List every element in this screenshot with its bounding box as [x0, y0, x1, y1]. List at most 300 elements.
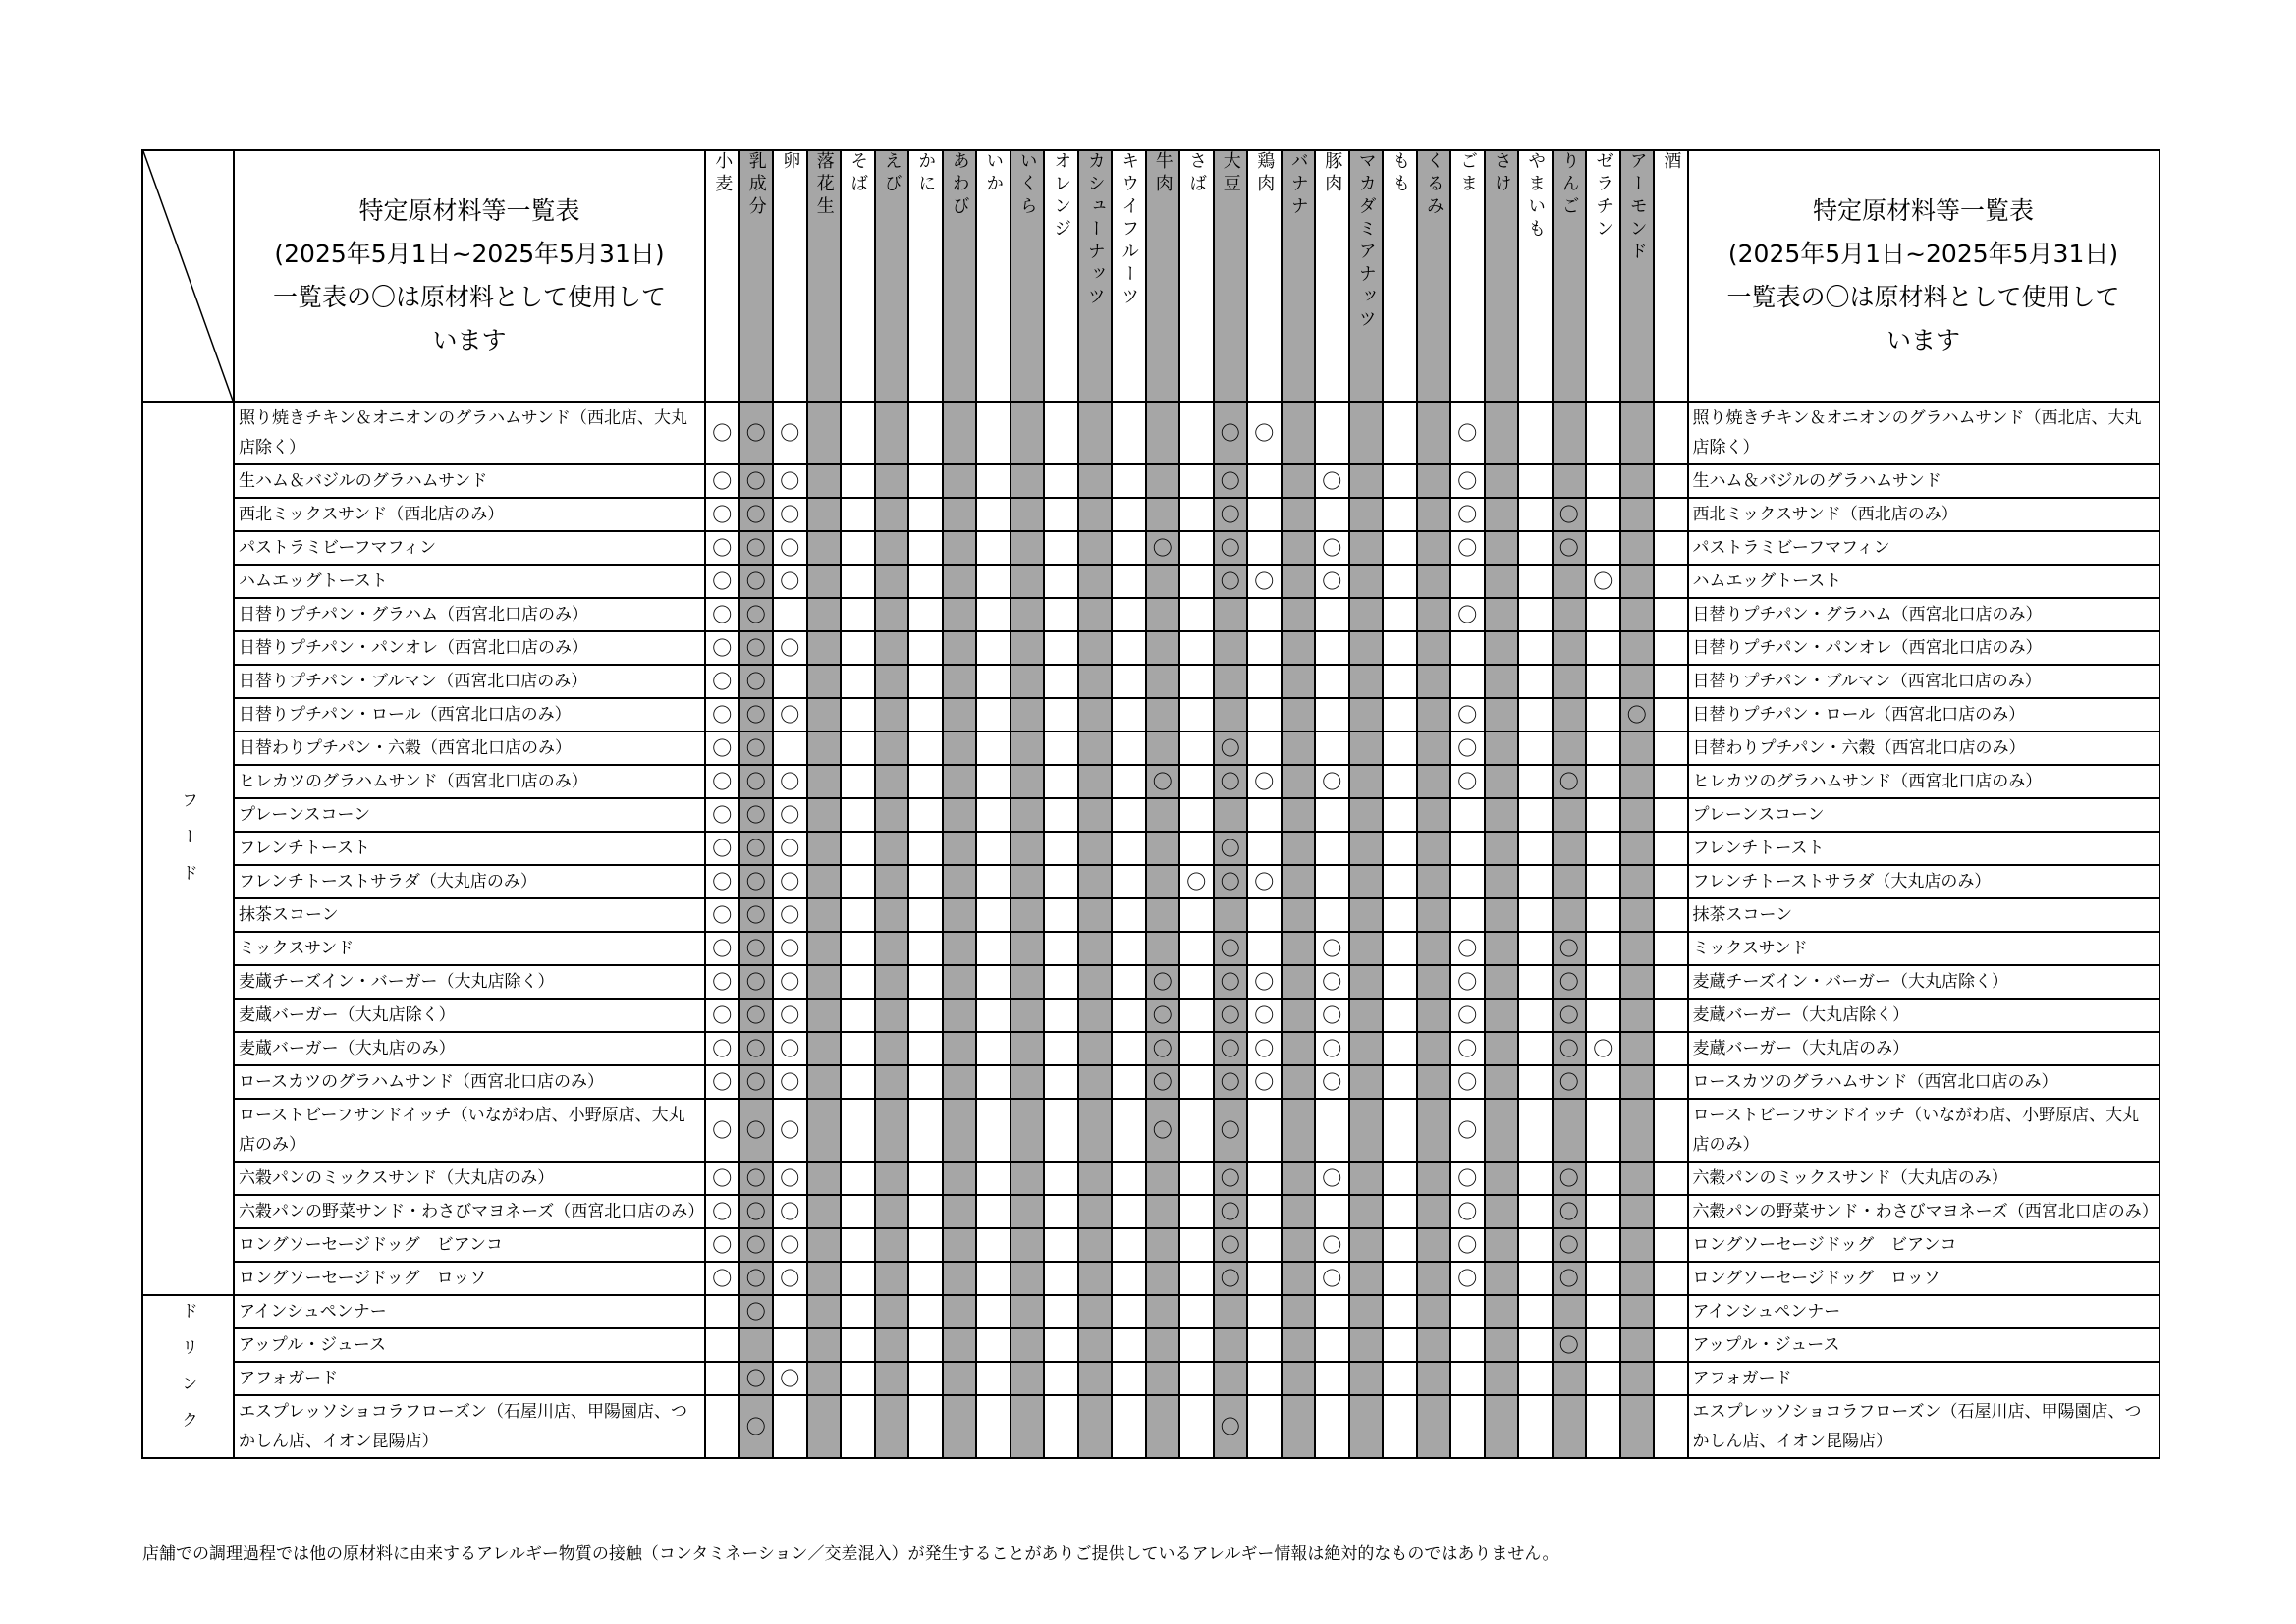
allergen-cell — [1485, 598, 1519, 631]
allergen-cell — [1450, 631, 1485, 665]
allergen-mark: 〇 — [705, 765, 739, 798]
allergen-header — [1586, 150, 1620, 402]
allergen-cell — [943, 898, 977, 932]
allergen-cell — [1282, 865, 1316, 898]
table-row — [142, 1295, 2159, 1328]
allergen-cell — [1383, 1395, 1417, 1458]
allergen-cell — [841, 1395, 875, 1458]
title-line: 一覧表の〇は原材料として使用して — [272, 283, 666, 311]
allergen-cell — [1485, 402, 1519, 464]
item-name-right: 日替りプチパン・グラハム（西宮北口店のみ） — [1688, 598, 2159, 631]
allergen-cell — [1383, 999, 1417, 1032]
diagonal-line — [143, 151, 233, 401]
allergen-cell — [1654, 631, 1688, 665]
allergen-cell — [908, 698, 943, 731]
allergen-mark: 〇 — [739, 531, 774, 565]
allergen-cell — [1044, 402, 1078, 464]
item-name: 六穀パンのミックスサンド（大丸店のみ） — [234, 1162, 705, 1195]
allergen-cell — [1383, 1032, 1417, 1065]
allergen-mark: 〇 — [1553, 1228, 1587, 1262]
allergen-cell — [908, 1065, 943, 1099]
allergen-cell — [807, 1162, 842, 1195]
allergen-mark: 〇 — [1315, 464, 1349, 498]
allergen-cell — [1315, 798, 1349, 832]
allergen-cell — [1518, 598, 1553, 631]
allergen-cell — [841, 932, 875, 965]
allergen-cell — [875, 598, 909, 631]
table-row — [142, 1195, 2159, 1228]
allergen-cell — [943, 498, 977, 531]
allergen-cell — [1044, 565, 1078, 598]
item-name-right: ロングソーセージドッグ ロッソ — [1688, 1262, 2159, 1295]
table-row — [142, 1162, 2159, 1195]
table-row — [142, 1262, 2159, 1295]
allergen-cell — [1485, 865, 1519, 898]
allergen-cell — [1349, 1162, 1384, 1195]
allergen-cell — [1586, 1295, 1620, 1328]
allergen-mark: 〇 — [739, 898, 774, 932]
allergen-mark: 〇 — [1214, 464, 1248, 498]
allergen-cell — [1586, 1162, 1620, 1195]
allergen-cell — [1586, 598, 1620, 631]
item-name-right: ロングソーセージドッグ ビアンコ — [1688, 1228, 2159, 1262]
allergen-cell — [1654, 1328, 1688, 1362]
allergen-cell — [1044, 1395, 1078, 1458]
allergen-mark: 〇 — [1450, 1195, 1485, 1228]
footnote: 店舗での調理過程では他の原材料に由来するアレルギー物質の接触（コンタミネーション／交差混入）が発生することがありご提供しているアレルギー情報は絶対的なものではありません。 — [142, 1544, 1559, 1564]
allergen-mark: 〇 — [1450, 1228, 1485, 1262]
allergen-cell — [1383, 1362, 1417, 1395]
allergen-cell — [1044, 1099, 1078, 1162]
allergen-cell — [1112, 665, 1146, 698]
allergen-header — [705, 150, 739, 402]
item-name: ロングソーセージドッグ ロッソ — [234, 1262, 705, 1295]
allergen-mark: 〇 — [1450, 1032, 1485, 1065]
allergen-cell — [1315, 832, 1349, 865]
allergen-cell — [1282, 798, 1316, 832]
allergen-cell — [1146, 898, 1180, 932]
allergen-mark: 〇 — [739, 1032, 774, 1065]
allergen-cell — [875, 932, 909, 965]
allergen-cell — [1586, 531, 1620, 565]
item-name-right: エスプレッソショコラフローズン（石屋川店、甲陽園店、つかしん店、イオン昆陽店） — [1688, 1395, 2159, 1458]
allergen-cell — [943, 1328, 977, 1362]
allergen-cell — [1179, 1328, 1214, 1362]
allergen-cell — [1654, 965, 1688, 999]
allergen-cell — [1620, 464, 1655, 498]
allergen-cell — [976, 1328, 1011, 1362]
allergen-cell — [841, 464, 875, 498]
allergen-mark: 〇 — [1553, 999, 1587, 1032]
allergen-cell — [807, 531, 842, 565]
allergen-cell — [1247, 498, 1282, 531]
allergen-cell — [1078, 932, 1113, 965]
allergen-cell — [1485, 965, 1519, 999]
allergen-cell — [807, 698, 842, 731]
allergen-cell — [908, 464, 943, 498]
allergen-cell — [1654, 1065, 1688, 1099]
item-name-right: フレンチトーストサラダ（大丸店のみ） — [1688, 865, 2159, 898]
allergen-cell — [1383, 1295, 1417, 1328]
allergen-cell — [1146, 1295, 1180, 1328]
allergen-cell — [1383, 498, 1417, 531]
allergen-cell — [1518, 965, 1553, 999]
allergen-cell — [1179, 1395, 1214, 1458]
allergen-cell — [1011, 698, 1045, 731]
allergen-mark: 〇 — [1553, 965, 1587, 999]
allergen-cell — [976, 731, 1011, 765]
allergen-header — [1450, 150, 1485, 402]
allergen-cell — [908, 1295, 943, 1328]
allergen-cell — [807, 631, 842, 665]
title-line: 特定原材料等一覧表 — [1812, 196, 2034, 225]
allergen-mark: 〇 — [1450, 402, 1485, 464]
allergen-cell — [1112, 698, 1146, 731]
allergen-cell — [1586, 1362, 1620, 1395]
allergen-mark: 〇 — [705, 898, 739, 932]
allergen-label: あわび — [949, 151, 970, 219]
allergen-cell — [1485, 464, 1519, 498]
allergen-cell — [943, 665, 977, 698]
allergen-mark: 〇 — [773, 798, 807, 832]
allergen-cell — [807, 1099, 842, 1162]
allergen-cell — [875, 731, 909, 765]
title-line: (2025年5月1日~2025年5月31日) — [274, 240, 665, 268]
allergen-cell — [841, 1162, 875, 1195]
allergen-cell — [1315, 1295, 1349, 1328]
allergen-cell — [1112, 1032, 1146, 1065]
allergen-cell — [976, 865, 1011, 898]
item-name: ミックスサンド — [234, 932, 705, 965]
allergen-mark: 〇 — [1214, 865, 1248, 898]
allergen-mark: 〇 — [1450, 1162, 1485, 1195]
allergen-mark: 〇 — [1315, 1032, 1349, 1065]
table-row — [142, 631, 2159, 665]
allergen-mark: 〇 — [773, 1262, 807, 1295]
allergen-cell — [1518, 932, 1553, 965]
allergen-cell — [1417, 965, 1451, 999]
allergen-cell — [1417, 1295, 1451, 1328]
allergen-mark: 〇 — [1553, 1262, 1587, 1295]
item-name: エスプレッソショコラフローズン（石屋川店、甲陽園店、つかしん店、イオン昆陽店） — [234, 1395, 705, 1458]
allergen-cell — [1146, 798, 1180, 832]
allergen-cell — [1044, 1032, 1078, 1065]
allergen-mark: 〇 — [705, 1195, 739, 1228]
allergen-cell — [773, 1295, 807, 1328]
item-name: 麦蔵バーガー（大丸店除く） — [234, 999, 705, 1032]
allergen-cell — [943, 1395, 977, 1458]
allergen-cell — [1620, 1162, 1655, 1195]
allergen-cell — [1518, 1262, 1553, 1295]
category-label: ドリンク — [178, 1301, 197, 1447]
allergen-mark: 〇 — [739, 1162, 774, 1195]
allergen-cell — [1620, 1328, 1655, 1362]
allergen-cell — [908, 631, 943, 665]
allergen-cell — [1654, 598, 1688, 631]
allergen-mark: 〇 — [1214, 1099, 1248, 1162]
allergen-cell — [1349, 731, 1384, 765]
allergen-cell — [1518, 731, 1553, 765]
allergen-cell — [1417, 565, 1451, 598]
allergen-cell — [1485, 932, 1519, 965]
allergen-cell — [1620, 965, 1655, 999]
allergen-cell — [1485, 1032, 1519, 1065]
allergen-cell — [1044, 1228, 1078, 1262]
allergen-cell — [1011, 731, 1045, 765]
category-cell — [142, 1295, 234, 1458]
allergen-cell — [1383, 832, 1417, 865]
allergen-cell — [1282, 765, 1316, 798]
allergen-mark: 〇 — [773, 631, 807, 665]
allergen-cell — [1654, 898, 1688, 932]
allergen-cell — [1654, 1262, 1688, 1295]
allergen-cell — [875, 1195, 909, 1228]
allergen-cell — [976, 1395, 1011, 1458]
allergen-cell — [1044, 1295, 1078, 1328]
allergen-cell — [908, 531, 943, 565]
allergen-cell — [1112, 598, 1146, 631]
allergen-cell — [1247, 898, 1282, 932]
allergen-cell — [1011, 464, 1045, 498]
allergen-cell — [1112, 1328, 1146, 1362]
allergen-mark: 〇 — [1553, 531, 1587, 565]
allergen-cell — [1179, 1162, 1214, 1195]
allergen-cell — [1417, 1262, 1451, 1295]
allergen-cell — [1282, 1195, 1316, 1228]
allergen-cell — [1553, 464, 1587, 498]
allergen-mark: 〇 — [1146, 1099, 1180, 1162]
allergen-cell — [841, 665, 875, 698]
allergen-cell — [1179, 731, 1214, 765]
allergen-cell — [943, 698, 977, 731]
allergen-cell — [1315, 1328, 1349, 1362]
allergen-cell — [1485, 898, 1519, 932]
allergen-cell — [976, 402, 1011, 464]
allergen-label: 酒 — [1661, 151, 1682, 174]
allergen-label: ごま — [1457, 151, 1479, 196]
allergen-cell — [1112, 1295, 1146, 1328]
allergen-cell — [1011, 932, 1045, 965]
item-name-right: 六穀パンの野菜サンド・わさびマヨネーズ（西宮北口店のみ） — [1688, 1195, 2159, 1228]
item-name: ローストビーフサンドイッチ（いながわ店、小野原店、大丸店のみ） — [234, 1099, 705, 1162]
allergen-mark: 〇 — [739, 932, 774, 965]
allergen-cell — [1518, 1099, 1553, 1162]
allergen-cell — [908, 598, 943, 631]
allergen-cell — [1518, 765, 1553, 798]
allergen-cell — [1011, 1295, 1045, 1328]
item-name-right: アップル・ジュース — [1688, 1328, 2159, 1362]
allergen-cell — [1620, 1295, 1655, 1328]
allergen-cell — [1078, 1362, 1113, 1395]
allergen-mark: 〇 — [1450, 1262, 1485, 1295]
allergen-cell — [1179, 765, 1214, 798]
allergen-cell — [807, 665, 842, 698]
allergen-cell — [1011, 565, 1045, 598]
allergen-cell — [1146, 1262, 1180, 1295]
allergen-label: 大豆 — [1220, 151, 1241, 196]
allergen-mark: 〇 — [773, 932, 807, 965]
allergen-cell — [1450, 1395, 1485, 1458]
allergen-cell — [875, 1362, 909, 1395]
item-name: 日替りプチパン・ブルマン（西宮北口店のみ） — [234, 665, 705, 698]
allergen-cell — [1417, 598, 1451, 631]
allergen-cell — [1112, 999, 1146, 1032]
allergen-cell — [1620, 665, 1655, 698]
item-name-right: プレーンスコーン — [1688, 798, 2159, 832]
allergen-cell — [1044, 798, 1078, 832]
allergen-cell — [1044, 1328, 1078, 1362]
allergen-mark: 〇 — [1450, 598, 1485, 631]
allergen-label: くるみ — [1423, 151, 1445, 219]
allergen-cell — [908, 665, 943, 698]
allergen-cell — [1282, 1065, 1316, 1099]
allergen-cell — [1450, 565, 1485, 598]
allergen-cell — [943, 1032, 977, 1065]
allergen-mark: 〇 — [1450, 731, 1485, 765]
allergen-cell — [943, 1099, 977, 1162]
table-row — [142, 464, 2159, 498]
allergen-cell — [1146, 1328, 1180, 1362]
table-title-right — [1688, 150, 2159, 402]
allergen-cell — [1586, 1328, 1620, 1362]
allergen-cell — [1214, 1295, 1248, 1328]
allergen-cell — [1044, 898, 1078, 932]
allergen-header — [1620, 150, 1655, 402]
allergen-mark: 〇 — [1179, 865, 1214, 898]
allergen-cell — [875, 665, 909, 698]
allergen-mark: 〇 — [739, 731, 774, 765]
allergen-cell — [1586, 898, 1620, 932]
allergen-cell — [807, 999, 842, 1032]
allergen-cell — [1146, 402, 1180, 464]
allergen-cell — [1315, 865, 1349, 898]
item-name: アフォガード — [234, 1362, 705, 1395]
allergen-cell — [1282, 1295, 1316, 1328]
allergen-mark: 〇 — [1620, 698, 1655, 731]
allergen-mark: 〇 — [1214, 1195, 1248, 1228]
allergen-cell — [1112, 1262, 1146, 1295]
allergen-cell — [875, 1262, 909, 1295]
allergen-cell — [807, 731, 842, 765]
allergen-cell — [1654, 731, 1688, 765]
allergen-cell — [1011, 1032, 1045, 1065]
allergen-cell — [1518, 665, 1553, 698]
allergen-cell — [976, 1065, 1011, 1099]
allergen-cell — [1112, 898, 1146, 932]
allergen-cell — [1383, 1328, 1417, 1362]
allergen-cell — [943, 965, 977, 999]
allergen-cell — [1518, 531, 1553, 565]
allergen-cell — [841, 999, 875, 1032]
allergen-cell — [1315, 665, 1349, 698]
allergen-header — [773, 150, 807, 402]
allergen-mark: 〇 — [1247, 765, 1282, 798]
allergen-cell — [1417, 1362, 1451, 1395]
allergen-mark: 〇 — [1247, 402, 1282, 464]
allergen-mark: 〇 — [705, 598, 739, 631]
allergen-cell — [943, 1295, 977, 1328]
allergen-cell — [1417, 1032, 1451, 1065]
allergen-cell — [841, 898, 875, 932]
table-row — [142, 865, 2159, 898]
allergen-cell — [1078, 1032, 1113, 1065]
allergen-header — [1247, 150, 1282, 402]
allergen-cell — [1282, 1328, 1316, 1362]
allergen-mark: 〇 — [773, 765, 807, 798]
allergen-cell — [1011, 798, 1045, 832]
allergen-mark: 〇 — [705, 665, 739, 698]
allergen-cell — [1078, 898, 1113, 932]
allergen-label: オレンジ — [1051, 151, 1072, 242]
allergen-cell — [1179, 898, 1214, 932]
allergen-cell — [1450, 665, 1485, 698]
allergen-cell — [1112, 1099, 1146, 1162]
allergen-cell — [1247, 665, 1282, 698]
allergen-cell — [976, 565, 1011, 598]
allergen-cell — [1553, 631, 1587, 665]
allergen-cell — [1282, 1099, 1316, 1162]
allergen-cell — [1417, 932, 1451, 965]
allergen-cell — [1011, 1362, 1045, 1395]
item-name: ハムエッグトースト — [234, 565, 705, 598]
allergen-cell — [1620, 798, 1655, 832]
allergen-cell — [1586, 1395, 1620, 1458]
allergen-mark: 〇 — [1450, 698, 1485, 731]
allergen-cell — [1349, 1328, 1384, 1362]
allergen-mark: 〇 — [773, 698, 807, 731]
allergen-cell — [875, 1328, 909, 1362]
table-row — [142, 1362, 2159, 1395]
allergen-cell — [1485, 698, 1519, 731]
allergen-cell — [1654, 665, 1688, 698]
allergen-cell — [1078, 999, 1113, 1032]
allergen-cell — [1112, 1395, 1146, 1458]
allergen-cell — [908, 402, 943, 464]
table-row — [142, 698, 2159, 731]
allergen-mark: 〇 — [1146, 1032, 1180, 1065]
allergen-cell — [1417, 531, 1451, 565]
allergen-cell — [875, 1065, 909, 1099]
allergen-cell — [976, 965, 1011, 999]
item-name-right: 六穀パンのミックスサンド（大丸店のみ） — [1688, 1162, 2159, 1195]
allergen-cell — [1112, 832, 1146, 865]
table-row — [142, 798, 2159, 832]
allergen-mark: 〇 — [1586, 1032, 1620, 1065]
allergen-cell — [1620, 1065, 1655, 1099]
allergen-header — [1417, 150, 1451, 402]
allergen-cell — [1112, 631, 1146, 665]
allergen-cell — [1620, 1362, 1655, 1395]
allergen-header — [943, 150, 977, 402]
allergen-mark: 〇 — [1214, 1065, 1248, 1099]
allergen-cell — [976, 698, 1011, 731]
allergen-cell — [1044, 531, 1078, 565]
allergen-cell — [1485, 832, 1519, 865]
allergen-cell — [841, 1228, 875, 1262]
allergen-cell — [1349, 932, 1384, 965]
allergen-cell — [1315, 1362, 1349, 1395]
allergen-cell — [705, 1395, 739, 1458]
item-name: 抹茶スコーン — [234, 898, 705, 932]
item-name: 西北ミックスサンド（西北店のみ） — [234, 498, 705, 531]
allergen-label: カシューナッツ — [1084, 151, 1106, 309]
allergen-cell — [1417, 1195, 1451, 1228]
allergen-mark: 〇 — [773, 965, 807, 999]
allergen-cell — [1112, 1195, 1146, 1228]
allergen-mark: 〇 — [1450, 999, 1485, 1032]
allergen-mark: 〇 — [705, 731, 739, 765]
allergen-cell — [1112, 1065, 1146, 1099]
